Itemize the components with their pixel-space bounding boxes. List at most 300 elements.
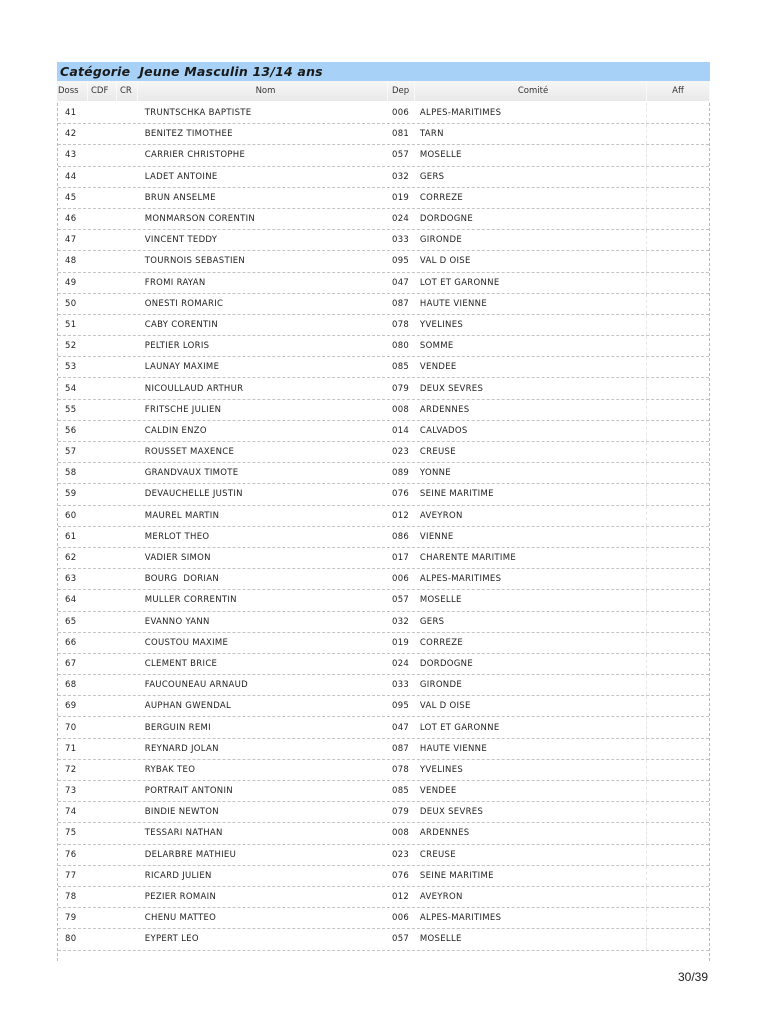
cell-dep: 006 <box>392 913 410 924</box>
cell-comite: VAL D OISE <box>419 701 471 712</box>
cell-cr <box>118 675 139 695</box>
table-row <box>58 357 709 378</box>
cell-dep: 089 <box>392 468 410 479</box>
cell-aff <box>646 548 709 568</box>
cell-cr <box>118 294 139 314</box>
cell-doss: 49 <box>65 277 77 288</box>
cell-comite: ARDENNES <box>419 828 470 839</box>
cell-comite: VAL D OISE <box>419 256 471 267</box>
cell-doss: 51 <box>65 319 77 330</box>
cell-dep: 017 <box>392 553 410 564</box>
cell-nom: EVANNO YANN <box>144 616 210 627</box>
cell-comite: CORREZE <box>419 192 464 203</box>
cell-nom: REYNARD JOLAN <box>144 743 219 754</box>
cell-doss: 43 <box>65 150 77 161</box>
cell-comite: GIRONDE <box>419 235 462 246</box>
cell-cdf <box>89 717 118 737</box>
cell-comite: DEUX SEVRES <box>419 807 484 818</box>
cell-cdf <box>89 188 118 208</box>
cell-doss: 45 <box>65 192 77 203</box>
cell-aff <box>646 929 709 949</box>
cell-comite: GERS <box>419 171 445 182</box>
table-row <box>58 315 709 336</box>
cell-aff <box>646 887 709 907</box>
cell-aff <box>646 845 709 865</box>
table-row <box>58 654 709 675</box>
cell-cdf <box>89 400 118 420</box>
cell-cr <box>118 569 139 589</box>
cell-comite: CORREZE <box>419 637 464 648</box>
cell-cr <box>118 167 139 187</box>
cell-aff <box>646 866 709 886</box>
cell-dep: 057 <box>392 934 410 945</box>
cell-doss: 77 <box>65 870 77 881</box>
cell-dep: 019 <box>392 637 410 648</box>
cell-aff <box>646 633 709 653</box>
cell-dep: 057 <box>392 595 410 606</box>
cell-comite: MOSELLE <box>419 595 462 606</box>
cell-dep: 076 <box>392 489 410 500</box>
cell-cdf <box>89 230 118 250</box>
cell-cr <box>118 612 139 632</box>
cell-comite: ALPES-MARITIMES <box>419 574 502 585</box>
cell-comite: DORDOGNE <box>419 214 474 225</box>
cell-doss: 60 <box>65 510 77 521</box>
cell-nom: ROUSSET MAXENCE <box>144 447 235 458</box>
cell-dep: 008 <box>392 828 410 839</box>
table-row <box>58 633 709 654</box>
cell-comite: ALPES-MARITIMES <box>419 913 502 924</box>
cell-cr <box>118 590 139 610</box>
cell-cr <box>118 484 139 504</box>
cell-nom: RYBAK TEO <box>144 764 196 775</box>
category-label: Catégorie <box>60 64 131 79</box>
cell-doss: 74 <box>65 807 77 818</box>
table-row <box>58 760 709 781</box>
cell-cdf <box>89 781 118 801</box>
cell-nom: CHENU MATTEO <box>144 913 217 924</box>
cell-aff <box>646 760 709 780</box>
table-row <box>58 209 709 230</box>
cell-dep: 023 <box>392 849 410 860</box>
cell-aff <box>646 506 709 526</box>
cell-dep: 047 <box>392 722 410 733</box>
cell-cr <box>118 400 139 420</box>
category-title-bar <box>57 62 710 81</box>
table-row <box>58 823 709 844</box>
cell-cdf <box>89 315 118 335</box>
start-list-page <box>57 62 710 961</box>
cell-doss: 61 <box>65 531 77 542</box>
table-row <box>58 463 709 484</box>
cell-doss: 69 <box>65 701 77 712</box>
cell-nom: VADIER SIMON <box>144 553 211 564</box>
table-row <box>58 569 709 590</box>
cell-doss: 63 <box>65 574 77 585</box>
cell-cdf <box>89 209 118 229</box>
table-row <box>58 612 709 633</box>
table-row <box>58 527 709 548</box>
cell-dep: 032 <box>392 616 410 627</box>
cell-aff <box>646 145 709 165</box>
cell-cdf <box>89 336 118 356</box>
cell-cdf <box>89 739 118 759</box>
cell-cr <box>118 866 139 886</box>
cell-cr <box>118 124 139 144</box>
cell-aff <box>646 103 709 123</box>
cell-cr <box>118 929 139 949</box>
cell-dep: 080 <box>392 341 410 352</box>
cell-aff <box>646 612 709 632</box>
cell-aff <box>646 675 709 695</box>
cell-dep: 076 <box>392 870 410 881</box>
cell-doss: 71 <box>65 743 77 754</box>
cell-doss: 48 <box>65 256 77 267</box>
cell-cr <box>118 145 139 165</box>
cell-nom: DELARBRE MATHIEU <box>144 849 237 860</box>
cell-cdf <box>89 569 118 589</box>
table-row <box>58 124 709 145</box>
cell-cdf <box>89 760 118 780</box>
cell-doss: 58 <box>65 468 77 479</box>
cell-cr <box>118 315 139 335</box>
cell-aff <box>646 590 709 610</box>
cell-nom: COUSTOU MAXIME <box>144 637 229 648</box>
cell-comite: ALPES-MARITIMES <box>419 108 502 119</box>
cell-cr <box>118 209 139 229</box>
cell-dep: 078 <box>392 319 410 330</box>
cell-doss: 44 <box>65 171 77 182</box>
table-row <box>58 717 709 738</box>
cell-dep: 085 <box>392 362 410 373</box>
cell-cdf <box>89 145 118 165</box>
cell-cdf <box>89 845 118 865</box>
cell-nom: BERGUIN REMI <box>144 722 211 733</box>
cell-nom: MONMARSON CORENTIN <box>144 214 256 225</box>
cell-aff <box>646 484 709 504</box>
column-header-comite: Comité <box>415 81 647 101</box>
table-header <box>57 81 710 101</box>
cell-comite: CHARENTE MARITIME <box>419 553 517 564</box>
cell-cr <box>118 506 139 526</box>
cell-doss: 65 <box>65 616 77 627</box>
cell-comite: AVEYRON <box>419 892 463 903</box>
cell-cdf <box>89 696 118 716</box>
cell-doss: 56 <box>65 425 77 436</box>
table-row <box>58 442 709 463</box>
cell-comite: LOT ET GARONNE <box>419 722 500 733</box>
cell-nom: VINCENT TEDDY <box>144 235 218 246</box>
cell-doss: 75 <box>65 828 77 839</box>
cell-nom: DEVAUCHELLE JUSTIN <box>144 489 243 500</box>
cell-nom: CALDIN ENZO <box>144 425 207 436</box>
cell-doss: 66 <box>65 637 77 648</box>
cell-doss: 67 <box>65 658 77 669</box>
cell-nom: ONESTI ROMARIC <box>144 298 224 309</box>
cell-doss: 47 <box>65 235 77 246</box>
cell-aff <box>646 167 709 187</box>
cell-aff <box>646 378 709 398</box>
cell-nom: TRUNTSCHKA BAPTISTE <box>144 108 252 119</box>
cell-cr <box>118 887 139 907</box>
table-row <box>58 845 709 866</box>
table-row <box>58 887 709 908</box>
cell-doss: 50 <box>65 298 77 309</box>
cell-cr <box>118 908 139 928</box>
cell-aff <box>646 908 709 928</box>
cell-doss: 52 <box>65 341 77 352</box>
cell-cdf <box>89 273 118 293</box>
cell-doss: 55 <box>65 404 77 415</box>
cell-doss: 59 <box>65 489 77 500</box>
table-row <box>58 167 709 188</box>
cell-dep: 024 <box>392 658 410 669</box>
cell-cdf <box>89 484 118 504</box>
cell-nom: GRANDVAUX TIMOTE <box>144 468 239 479</box>
cell-dep: 033 <box>392 680 410 691</box>
cell-cdf <box>89 823 118 843</box>
cell-cdf <box>89 463 118 483</box>
cell-aff <box>646 188 709 208</box>
cell-aff <box>646 230 709 250</box>
cell-nom: CLEMENT BRICE <box>144 658 218 669</box>
cell-nom: MULLER CORRENTIN <box>144 595 237 606</box>
cell-cr <box>118 357 139 377</box>
cell-doss: 80 <box>65 934 77 945</box>
cell-nom: MERLOT THEO <box>144 531 210 542</box>
cell-cdf <box>89 251 118 271</box>
cell-doss: 79 <box>65 913 77 924</box>
table-row <box>58 251 709 272</box>
cell-comite: YVELINES <box>419 319 464 330</box>
cell-cr <box>118 103 139 123</box>
cell-cr <box>118 378 139 398</box>
cell-cr <box>118 696 139 716</box>
cell-cr <box>118 421 139 441</box>
cell-cr <box>118 336 139 356</box>
cell-cdf <box>89 421 118 441</box>
cell-cdf <box>89 442 118 462</box>
table-row <box>58 675 709 696</box>
cell-doss: 62 <box>65 553 77 564</box>
page-number: 30/39 <box>677 970 708 984</box>
cell-comite: YONNE <box>419 468 451 479</box>
cell-dep: 087 <box>392 743 410 754</box>
cell-nom: BOURG DORIAN <box>144 574 219 585</box>
table-row <box>58 421 709 442</box>
table-row <box>58 400 709 421</box>
table-row <box>58 294 709 315</box>
cell-aff <box>646 717 709 737</box>
cell-cdf <box>89 167 118 187</box>
column-header-cr: CR <box>117 81 138 101</box>
cell-comite: VENDEE <box>419 786 457 797</box>
cell-cdf <box>89 887 118 907</box>
cell-nom: CARRIER CHRISTOPHE <box>144 150 246 161</box>
cell-cr <box>118 463 139 483</box>
cell-aff <box>646 421 709 441</box>
cell-cr <box>118 781 139 801</box>
column-header-doss: Doss <box>57 81 88 101</box>
cell-cdf <box>89 378 118 398</box>
cell-doss: 41 <box>65 108 77 119</box>
cell-aff <box>646 294 709 314</box>
cell-cr <box>118 548 139 568</box>
cell-aff <box>646 527 709 547</box>
cell-comite: SEINE MARITIME <box>419 870 494 881</box>
column-header-cdf: CDF <box>88 81 117 101</box>
column-header-aff: Aff <box>647 81 710 101</box>
cell-aff <box>646 569 709 589</box>
cell-comite: CALVADOS <box>419 425 468 436</box>
cell-comite: GERS <box>419 616 445 627</box>
table-row <box>58 908 709 929</box>
cell-cr <box>118 845 139 865</box>
cell-doss: 42 <box>65 129 77 140</box>
table-row <box>58 802 709 823</box>
cell-dep: 033 <box>392 235 410 246</box>
cell-dep: 023 <box>392 447 410 458</box>
cell-dep: 095 <box>392 256 410 267</box>
cell-dep: 032 <box>392 171 410 182</box>
cell-aff <box>646 357 709 377</box>
column-header-nom: Nom <box>138 81 388 101</box>
cell-comite: SEINE MARITIME <box>419 489 494 500</box>
cell-cdf <box>89 802 118 822</box>
table-row <box>58 273 709 294</box>
cell-cr <box>118 251 139 271</box>
table-row <box>58 336 709 357</box>
cell-cr <box>118 717 139 737</box>
cell-comite: VIENNE <box>419 531 454 542</box>
cell-cr <box>118 442 139 462</box>
cell-dep: 047 <box>392 277 410 288</box>
cell-cdf <box>89 929 118 949</box>
cell-dep: 008 <box>392 404 410 415</box>
cell-aff <box>646 315 709 335</box>
cell-dep: 012 <box>392 892 410 903</box>
column-header-dep: Dep <box>388 81 415 101</box>
cell-aff <box>646 654 709 674</box>
cell-doss: 54 <box>65 383 77 394</box>
cell-comite: MOSELLE <box>419 934 462 945</box>
cell-nom: TOURNOIS SEBASTIEN <box>144 256 246 267</box>
table-row <box>58 781 709 802</box>
cell-comite: GIRONDE <box>419 680 462 691</box>
cell-cr <box>118 823 139 843</box>
cell-cr <box>118 802 139 822</box>
cell-aff <box>646 823 709 843</box>
cell-cdf <box>89 357 118 377</box>
cell-aff <box>646 442 709 462</box>
cell-doss: 64 <box>65 595 77 606</box>
cell-dep: 057 <box>392 150 410 161</box>
cell-comite: HAUTE VIENNE <box>419 743 487 754</box>
cell-dep: 078 <box>392 764 410 775</box>
cell-nom: MAUREL MARTIN <box>144 510 220 521</box>
cell-cr <box>118 760 139 780</box>
cell-nom: BENITEZ TIMOTHEE <box>144 129 233 140</box>
cell-cdf <box>89 124 118 144</box>
table-row-continuation <box>58 951 709 961</box>
cell-cr <box>118 273 139 293</box>
table-row <box>58 929 709 950</box>
cell-nom: CABY CORENTIN <box>144 319 219 330</box>
cell-cdf <box>89 908 118 928</box>
cell-dep: 006 <box>392 108 410 119</box>
cell-dep: 079 <box>392 383 410 394</box>
cell-dep: 095 <box>392 701 410 712</box>
cell-dep: 006 <box>392 574 410 585</box>
cell-comite: ARDENNES <box>419 404 470 415</box>
cell-comite: DEUX SEVRES <box>419 383 484 394</box>
cell-comite: CREUSE <box>419 849 456 860</box>
category-value: Jeune Masculin 13/14 ans <box>139 64 323 79</box>
cell-comite: MOSELLE <box>419 150 462 161</box>
table-row <box>58 145 709 166</box>
cell-nom: AUPHAN GWENDAL <box>144 701 232 712</box>
cell-cdf <box>89 103 118 123</box>
table-row <box>58 103 709 124</box>
cell-doss: 70 <box>65 722 77 733</box>
cell-cr <box>118 633 139 653</box>
cell-comite: YVELINES <box>419 764 464 775</box>
table-row <box>58 506 709 527</box>
cell-cr <box>118 230 139 250</box>
cell-cr <box>118 527 139 547</box>
cell-nom: BRUN ANSELME <box>144 192 216 203</box>
cell-aff <box>646 209 709 229</box>
table-row <box>58 484 709 505</box>
cell-comite: CREUSE <box>419 447 456 458</box>
cell-dep: 087 <box>392 298 410 309</box>
cell-comite: LOT ET GARONNE <box>419 277 500 288</box>
cell-aff <box>646 273 709 293</box>
cell-dep: 024 <box>392 214 410 225</box>
cell-doss: 78 <box>65 892 77 903</box>
cell-cdf <box>89 548 118 568</box>
cell-doss: 73 <box>65 786 77 797</box>
cell-comite: DORDOGNE <box>419 658 474 669</box>
cell-cdf <box>89 654 118 674</box>
table-row <box>58 378 709 399</box>
cell-dep: 081 <box>392 129 410 140</box>
cell-nom: NICOULLAUD ARTHUR <box>144 383 244 394</box>
cell-nom: FAUCOUNEAU ARNAUD <box>144 680 249 691</box>
cell-nom: PORTRAIT ANTONIN <box>144 786 233 797</box>
cell-dep: 019 <box>392 192 410 203</box>
cell-cr <box>118 739 139 759</box>
cell-cdf <box>89 675 118 695</box>
cell-nom: PEZIER ROMAIN <box>144 892 217 903</box>
table-row <box>58 739 709 760</box>
cell-aff <box>646 781 709 801</box>
cell-comite: TARN <box>419 129 444 140</box>
table-body <box>57 103 710 961</box>
cell-doss: 76 <box>65 849 77 860</box>
cell-aff <box>646 696 709 716</box>
cell-nom: BINDIE NEWTON <box>144 807 219 818</box>
cell-comite: AVEYRON <box>419 510 463 521</box>
cell-cdf <box>89 866 118 886</box>
cell-nom: EYPERT LEO <box>144 934 199 945</box>
cell-aff <box>646 739 709 759</box>
cell-dep: 079 <box>392 807 410 818</box>
cell-nom: LADET ANTOINE <box>144 171 218 182</box>
cell-aff <box>646 336 709 356</box>
cell-comite: VENDEE <box>419 362 457 373</box>
cell-aff <box>646 400 709 420</box>
